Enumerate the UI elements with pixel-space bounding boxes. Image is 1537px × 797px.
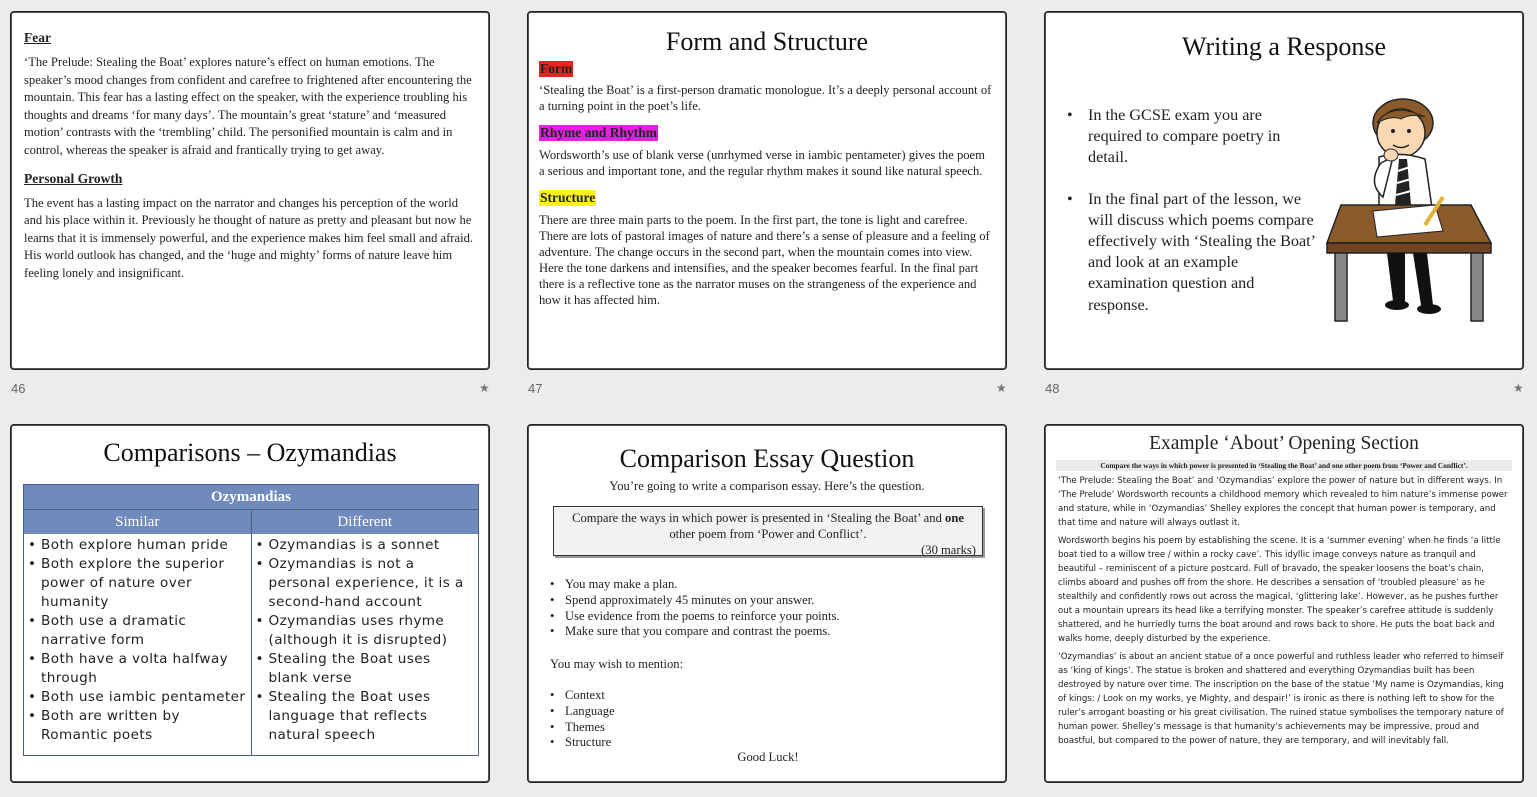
- list-item: [550, 704, 615, 720]
- list-item: [550, 609, 840, 625]
- marks-label: (30 marks): [921, 543, 976, 557]
- bullet-marker: •: [255, 613, 264, 629]
- list-item-text: Spend approximately 45 minutes on your answer.: [565, 592, 815, 607]
- list-item-text: Both explore human pride: [41, 537, 229, 553]
- list-item: [28, 555, 247, 612]
- question-box: Compare the ways in which power is presented in ‘Stealing the Boat’ and one other poem from ‘Power and Conflict’. (30 marks): [553, 506, 983, 556]
- bullet-marker: •: [255, 537, 264, 553]
- slide-title: Comparison Essay Question: [619, 444, 915, 473]
- response-paragraph: ‘Ozymandias’ is about an ancient statue of a once powerful and ruthless leader who referred to himself as ‘king of kings’. The statue is broken and shattered and everything Ozymandias built has been destroyed by nature over time. The inscription on the base of the statue ‘My name is Ozymandias, king of kings: / Look on my works, ye Mighty, and despair!’ is ironic as there is nothing left to show for the ruler’s arrogant boasting or his great civilisation. The ruined statue symbolises the temporary nature of human power. Shelley’s message is that humanity’s achievements may be impressive, proud and boastful, but compared to the power of nature, they are temporary, and will inevitably fall.: [1058, 652, 1504, 746]
- list-item-text: Ozymandias is not a personal experience, it is a second-hand account: [268, 556, 464, 610]
- bullet-marker: •: [550, 577, 555, 591]
- mention-list: [550, 688, 615, 751]
- list-item: [550, 735, 615, 751]
- similar-header: Similar: [24, 510, 252, 535]
- list-item-text: Make sure that you compare and contrast the poems.: [565, 624, 831, 639]
- example-response: [1046, 471, 1522, 748]
- bullet-marker: •: [550, 592, 555, 607]
- bullet-marker: •: [28, 689, 37, 705]
- list-item: [28, 536, 247, 555]
- slide-title: Writing a Response: [1181, 32, 1387, 61]
- list-item: [28, 612, 247, 650]
- form-label: Form: [540, 61, 573, 76]
- structure-text: There are three main parts to the poem. In the first part, the tone is light and carefree. There are lots of pastoral images of nature and there’s a sense of pleasure and a feeling of adventure. The change occurs in the second part, when the mountain comes into view. Here the tone darkens and intensifies, and the speaker becomes fearful. In the final part there is a reflective tone as the narrator muses on the strangeness of the experience and how it has affected him.: [539, 213, 990, 307]
- table-title: Ozymandias: [24, 485, 479, 510]
- bullet-marker: •: [28, 651, 37, 667]
- example-question: Compare the ways in which power is presented in ‘Stealing the Boat’ and one other poem from ‘Power and Conflict’.: [1056, 460, 1512, 471]
- list-item: [256, 612, 475, 650]
- slide-47[interactable]: [528, 12, 1006, 369]
- list-item-text: Both are written by Romantic poets: [41, 708, 180, 743]
- student-at-desk-illustration: [1321, 93, 1496, 323]
- bullet-marker: •: [550, 688, 555, 702]
- bullet-marker: •: [255, 651, 264, 667]
- star-icon[interactable]: ★: [479, 381, 490, 395]
- slide-49[interactable]: [11, 425, 489, 782]
- personal-growth-text: The event has a lasting impact on the narrator and changes his perception of the world and his place within it. Previously he thought of nature as pretty and pleasant but now he learns that it is immensely powerful, and the experience makes him feel small and afraid. His world outlook has changed, and the ‘huge and mighty’ forms of nature leave him feeling lonely and insignificant.: [24, 195, 474, 280]
- list-item-text: Both use a dramatic narrative form: [41, 613, 187, 648]
- list-item: [550, 624, 840, 640]
- list-item-text: Language: [565, 703, 615, 718]
- response-paragraph: ‘The Prelude: Stealing the Boat’ and ‘Ozymandias’ explore the power of nature but in different ways. In ‘The Prelude’ Wordsworth recounts a childhood memory which revealed to him nature’s immense power and stature, while in ‘Ozymandias’ Shelley explores the concept that human power is temporary, and that time and nature will always outlast it.: [1058, 476, 1508, 528]
- list-item: [28, 707, 247, 745]
- mention-intro: You may wish to mention:: [550, 657, 684, 671]
- bullet-marker: •: [255, 556, 264, 572]
- slide-number-47: 47: [528, 381, 543, 396]
- slide-50[interactable]: [528, 425, 1006, 782]
- bullet-item: • In the final part of the lesson, we will discuss which poems compare effectively with ‘Stealing the Boat’ and look at an example examination question and response.: [1067, 189, 1315, 314]
- slide-title: Form and Structure: [665, 27, 869, 56]
- comparison-table: [23, 484, 479, 756]
- slide-title: Comparisons – Ozymandias: [103, 438, 397, 467]
- bullet-marker: •: [28, 537, 37, 553]
- star-icon[interactable]: ★: [1513, 381, 1524, 395]
- list-item-text: Both explore the superior power of nature over humanity: [41, 556, 225, 610]
- list-item: [28, 650, 247, 688]
- bullet-marker: •: [550, 608, 555, 623]
- list-item: [256, 555, 475, 612]
- form-text: ‘Stealing the Boat’ is a first-person dramatic monologue. It’s a deeply personal account of a turning point in the poet’s life.: [539, 83, 992, 113]
- similar-list: [28, 536, 247, 745]
- list-item: [256, 536, 475, 555]
- rhyme-rhythm-text: Wordsworth’s use of blank verse (unrhymed verse in iambic pentameter) gives the poem a serious and important tone, and the regular rhythm makes it sound like natural speech.: [539, 148, 985, 178]
- slide-title: Example ‘About’ Opening Section: [1149, 433, 1419, 454]
- slide-48[interactable]: [1045, 12, 1523, 369]
- list-item-text: Both have a volta halfway through: [41, 651, 229, 686]
- star-icon[interactable]: ★: [996, 381, 1007, 395]
- list-item-text: Structure: [565, 735, 612, 750]
- list-item-text: Stealing the Boat uses blank verse: [268, 651, 431, 686]
- bullet-marker: •: [28, 613, 37, 629]
- list-item: [256, 650, 475, 688]
- list-item-text: Stealing the Boat uses language that reflects natural speech: [268, 689, 431, 743]
- bullet-marker: •: [550, 719, 555, 734]
- structure-label: Structure: [540, 190, 596, 205]
- list-item: [550, 720, 615, 736]
- list-item: [550, 593, 840, 609]
- list-item: [28, 688, 247, 707]
- fear-text: ‘The Prelude: Stealing the Boat’ explores nature’s effect on human emotions. The speaker’s mood changes from confident and carefree to frightened after encountering the mountain. This fear has a lasting effect on the speaker, with the experience troubling his thoughts and dreams ‘for many days’. The mountain’s great ‘stature’ and ‘measured motion’ contrasts with the ‘trembling’ child. The personified mountain is calm and in control, whereas the speaker is afraid and frantically trying to get away.: [24, 55, 472, 157]
- essay-intro: You’re going to write a comparison essay. Here’s the question.: [609, 479, 925, 493]
- slide-number-48: 48: [1045, 381, 1060, 396]
- list-item: [550, 577, 840, 593]
- bullet-marker: •: [28, 556, 37, 572]
- different-list: [256, 536, 475, 745]
- list-item-text: Themes: [565, 719, 605, 734]
- fear-heading: Fear: [24, 30, 51, 45]
- bullet-marker: •: [550, 624, 555, 639]
- bullet-item: • In the GCSE exam you are required to compare poetry in detail.: [1067, 106, 1281, 167]
- good-luck: Good Luck!: [737, 750, 799, 764]
- list-item-text: You may make a plan.: [565, 577, 678, 591]
- list-item-text: Ozymandias uses rhyme (although it is disrupted): [268, 613, 448, 648]
- rhyme-rhythm-label: Rhyme and Rhythm: [540, 125, 658, 140]
- list-item: [550, 688, 615, 704]
- essay-instructions: [550, 577, 840, 640]
- list-item: [256, 688, 475, 745]
- personal-growth-heading: Personal Growth: [24, 170, 123, 186]
- slide-51[interactable]: [1045, 425, 1523, 782]
- bullet-marker: •: [28, 708, 37, 724]
- different-header: Different: [251, 510, 479, 535]
- bullet-marker: •: [550, 735, 555, 750]
- list-item-text: Ozymandias is a sonnet: [268, 537, 440, 553]
- bullet-marker: •: [550, 703, 555, 718]
- list-item-text: Context: [565, 688, 605, 702]
- response-paragraph: Wordsworth begins his poem by establishing the scene. It is a ‘summer evening’ when he finds ‘a little boat tied to a willow tree / within a rocky cave’. This idyllic image conveys nature as tranquil and beautiful – reminiscent of a picture postcard. Full of bravado, the speaker loosens the boat’s chain, climbs aboard and pushes off from the shore. He describes a sensation of ‘troubled pleasure’ as he stealthily and confidently rows out across the magical, ‘glittering lake’. However, as he pushes further out a mountain uprears its head like a terrifying monster. The speaker’s carefree attitude is suddenly shattered, and he hurriedly turns the boat around and rows back to shore. He puts the boat back and walks home, deeply disturbed by the experience.: [1058, 536, 1501, 644]
- list-item-text: Both use iambic pentameter: [41, 689, 246, 705]
- slide-46[interactable]: [11, 12, 489, 369]
- bullet-marker: •: [255, 689, 264, 705]
- slide-number-46: 46: [11, 381, 26, 396]
- list-item-text: Use evidence from the poems to reinforce your points.: [565, 608, 840, 623]
